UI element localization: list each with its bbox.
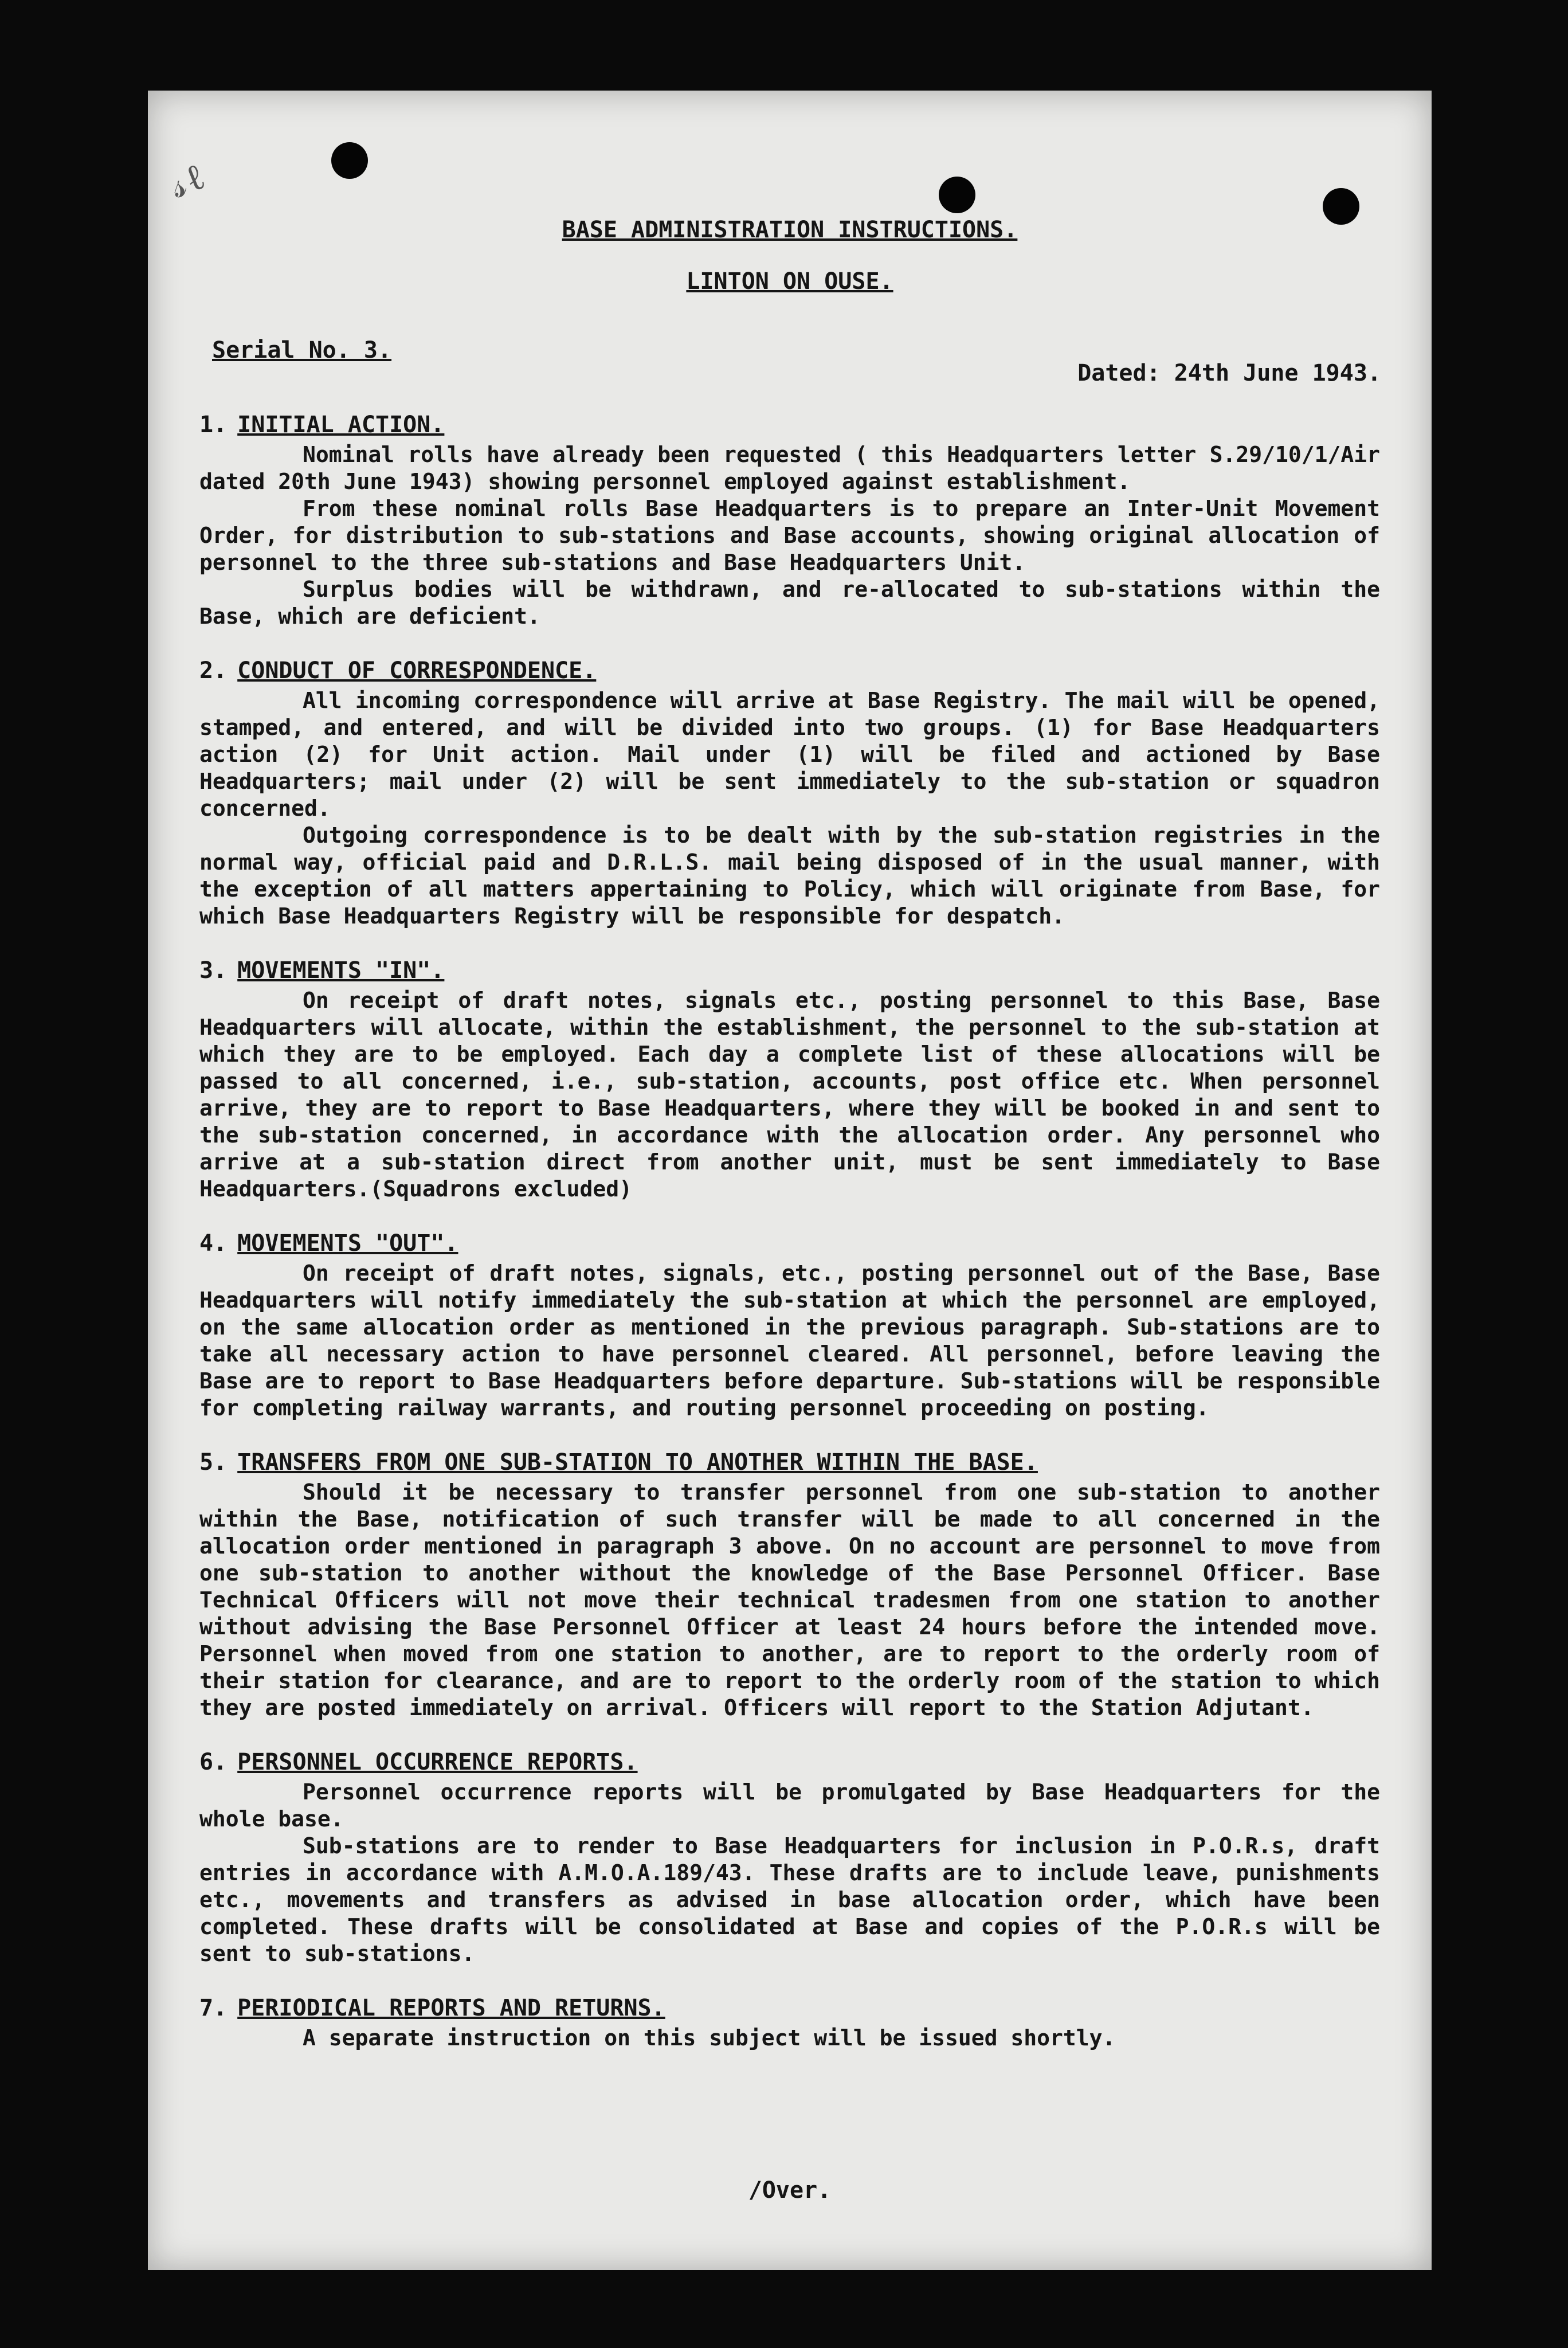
section-paragraph: On receipt of draft notes, signals etc., posting personnel to this Base, Base Headquarters will allocate, within the establishment, the personnel to the sub-station at which they are to be employed. Each day a complete list of these allocations will be passed to all concerned, i.e., sub-station, accounts, post office etc. When personnel arrive, they are to report to Base Headquarters, where they will be booked in and sent to the sub-station concerned, in accordance with the allocation order. Any personnel who arrive at a sub-station direct from another unit, must be sent immediately to Base Headquarters.(Squadrons excluded)	[199, 988, 1380, 1202]
section	[199, 1749, 1380, 1967]
section-title: INITIAL ACTION.	[237, 412, 445, 438]
section-paragraph: Surplus bodies will be withdrawn, and re-allocated to sub-stations within the Base, which are deficient.	[199, 577, 1380, 629]
section-heading	[199, 1995, 1380, 2021]
handwritten-annotation: 𝓈ℓ	[164, 154, 213, 207]
document-body	[199, 412, 1380, 2079]
section-paragraph: From these nominal rolls Base Headquarters is to prepare an Inter-Unit Movement Order, for distribution to sub-stations and Base accounts, showing original allocation of personnel to the three sub-stations and Base Headquarters Unit.	[199, 496, 1380, 575]
section	[199, 1449, 1380, 1721]
section	[199, 1230, 1380, 1422]
section-paragraph: On receipt of draft notes, signals, etc., posting personnel out of the Base, Base Headquarters will notify immediately the sub-station at which the personnel are employed, on the same allocation order as mentioned in the previous paragraph. Sub-stations are to take all necessary action to have personnel cleared. All personnel, before leaving the Base are to report to Base Headquarters before departure. Sub-stations will be responsible for completing railway warrants, and routing personnel proceeding on posting.	[199, 1261, 1380, 1420]
document-title: BASE ADMINISTRATION INSTRUCTIONS.	[562, 217, 1018, 243]
section-number: 3.	[199, 957, 228, 984]
section-paragraph: Should it be necessary to transfer personnel from one sub-station to another within the Base, notification of such transfer will be made to all concerned in the allocation order mentioned in paragraph 3 above. On no account are personnel to move from one sub-station to another without the knowledge of the Base Personnel Officer. Base Technical Officers will not move their technical tradesmen from one station to another without advising the Base Personnel Officer at least 24 hours before the intended move. Personnel when moved from one station to another, are to report to the orderly room of their station for clearance, and are to report to the orderly room of the station to which they are posted immediately on arrival. Officers will report to the Station Adjutant.	[199, 1480, 1380, 1720]
section-heading	[199, 1230, 1380, 1257]
section-heading	[199, 658, 1380, 684]
serial-number: Serial No. 3.	[212, 337, 392, 363]
section-title: CONDUCT OF CORRESPONDENCE.	[237, 658, 597, 684]
section-title: PERIODICAL REPORTS AND RETURNS.	[237, 1995, 665, 2021]
section-paragraph: Outgoing correspondence is to be dealt with by the sub-station registries in the normal way, official paid and D.R.L.S. mail being disposed of in the usual manner, with the exception of all matters appertaining to Policy, which will originate from Base, for which Base Headquarters Registry will be responsible for despatch.	[199, 823, 1380, 929]
section-heading	[199, 957, 1380, 984]
section	[199, 1995, 1380, 2052]
section	[199, 412, 1380, 630]
page-continuation: /Over.	[748, 2177, 832, 2204]
section-title: PERSONNEL OCCURRENCE REPORTS.	[237, 1749, 638, 1775]
section-paragraph: A separate instruction on this subject will be issued shortly.	[303, 2025, 1116, 2050]
section-title: MOVEMENTS "OUT".	[237, 1230, 458, 1257]
section-paragraph: All incoming correspondence will arrive at Base Registry. The mail will be opened, stamped, and entered, and will be divided into two groups. (1) for Base Headquarters action (2) for Unit action. Mail under (1) will be filed and actioned by Base Headquarters; mail under (2) will be sent immediately to the sub-station or squadron concerned.	[199, 688, 1380, 821]
section-number: 6.	[199, 1749, 228, 1775]
section-title: TRANSFERS FROM ONE SUB-STATION TO ANOTHER WITHIN THE BASE.	[237, 1449, 1038, 1476]
document-page	[148, 91, 1432, 2270]
document-subtitle: LINTON ON OUSE.	[686, 268, 893, 295]
section-heading	[199, 1449, 1380, 1476]
section-paragraph: Nominal rolls have already been requested ( this Headquarters letter S.29/10/1/Air dated 20th June 1943) showing personnel employed against establishment.	[199, 442, 1380, 494]
section-paragraph: Sub-stations are to render to Base Headquarters for inclusion in P.O.R.s, draft entries in accordance with A.M.O.A.189/43. These drafts are to include leave, punishments etc., movements and transfers as advised in base allocation order, which have been completed. These drafts will be consolidated at Base and copies of the P.O.R.s will be sent to sub-stations.	[199, 1833, 1380, 1966]
section-heading	[199, 412, 1380, 438]
section-number: 5.	[199, 1449, 228, 1476]
section-number: 7.	[199, 1995, 228, 2021]
section	[199, 957, 1380, 1203]
punch-hole	[939, 177, 975, 213]
section	[199, 658, 1380, 930]
section-number: 2.	[199, 658, 228, 684]
section-number: 1.	[199, 412, 228, 438]
section-heading	[199, 1749, 1380, 1775]
punch-hole	[331, 142, 368, 179]
section-paragraph: Personnel occurrence reports will be promulgated by Base Headquarters for the whole base.	[199, 1779, 1380, 1832]
section-number: 4.	[199, 1230, 228, 1257]
document-date: Dated: 24th June 1943.	[1077, 360, 1381, 386]
section-title: MOVEMENTS "IN".	[237, 957, 445, 984]
